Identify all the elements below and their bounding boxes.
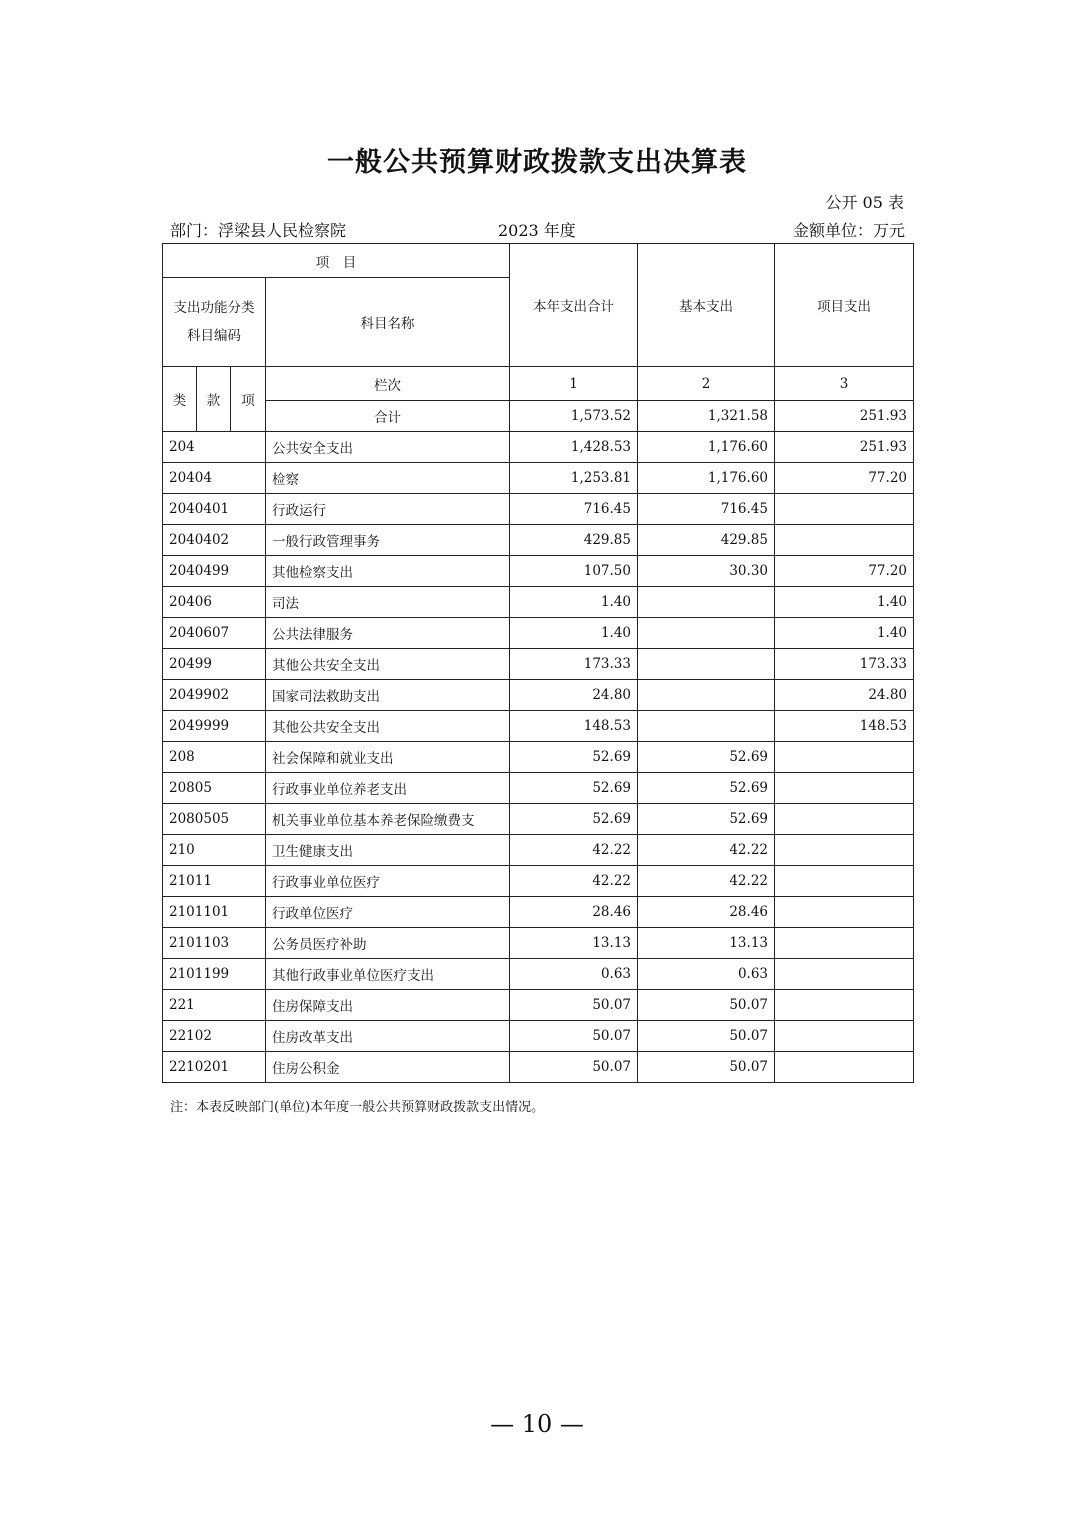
row-subject-name: 社会保障和就业支出	[266, 742, 510, 773]
row-subject-name: 行政事业单位医疗	[266, 866, 510, 897]
row-basic: 50.07	[638, 1021, 775, 1052]
row-subject-name: 住房改革支出	[266, 1021, 510, 1052]
row-total: 50.07	[510, 1021, 638, 1052]
row-subject-name: 住房保障支出	[266, 990, 510, 1021]
row-subject-name: 司法	[266, 587, 510, 618]
row-total: 716.45	[510, 494, 638, 525]
col-number-2: 2	[638, 367, 775, 401]
row-basic: 0.63	[638, 959, 775, 990]
row-project: 77.20	[775, 463, 914, 494]
row-project: 77.20	[775, 556, 914, 587]
page-number: — 10 —	[490, 1410, 584, 1438]
table-row	[163, 649, 914, 680]
row-project	[775, 897, 914, 928]
table-row	[163, 959, 914, 990]
row-total: 42.22	[510, 866, 638, 897]
row-subject-name: 公共法律服务	[266, 618, 510, 649]
row-code: 221	[163, 990, 266, 1021]
row-total: 13.13	[510, 928, 638, 959]
row-basic	[638, 618, 775, 649]
row-code: 2040401	[163, 494, 266, 525]
row-total: 107.50	[510, 556, 638, 587]
table-row	[163, 680, 914, 711]
row-code: 204	[163, 432, 266, 463]
row-total: 52.69	[510, 804, 638, 835]
row-code: 210	[163, 835, 266, 866]
table-row	[163, 587, 914, 618]
row-project: 148.53	[775, 711, 914, 742]
row-code: 2210201	[163, 1052, 266, 1083]
row-basic	[638, 649, 775, 680]
row-basic: 42.22	[638, 866, 775, 897]
table-row	[163, 618, 914, 649]
row-basic	[638, 711, 775, 742]
total-project: 251.93	[775, 401, 914, 432]
header-xiang: 项	[231, 367, 266, 432]
table-row	[163, 494, 914, 525]
row-project	[775, 804, 914, 835]
row-code: 2040499	[163, 556, 266, 587]
table-row	[163, 773, 914, 804]
table-row	[163, 804, 914, 835]
row-basic: 52.69	[638, 773, 775, 804]
header-col-total: 本年支出合计	[510, 244, 638, 367]
row-basic	[638, 587, 775, 618]
row-total: 28.46	[510, 897, 638, 928]
row-project: 1.40	[775, 618, 914, 649]
expenditure-table	[162, 243, 914, 1083]
row-project	[775, 742, 914, 773]
row-code: 2049902	[163, 680, 266, 711]
row-basic: 28.46	[638, 897, 775, 928]
row-code: 20499	[163, 649, 266, 680]
row-project	[775, 990, 914, 1021]
row-project: 251.93	[775, 432, 914, 463]
table-note: 注：本表反映部门(单位)本年度一般公共预算财政拨款支出情况。	[170, 1100, 545, 1115]
row-subject-name: 其他公共安全支出	[266, 711, 510, 742]
row-subject-name: 公务员医疗补助	[266, 928, 510, 959]
row-code: 2040402	[163, 525, 266, 556]
table-row	[163, 1021, 914, 1052]
row-total: 1.40	[510, 587, 638, 618]
col-number-1: 1	[510, 367, 638, 401]
row-code: 2080505	[163, 804, 266, 835]
row-basic: 1,176.60	[638, 463, 775, 494]
row-subject-name: 一般行政管理事务	[266, 525, 510, 556]
row-project	[775, 1052, 914, 1083]
total-basic: 1,321.58	[638, 401, 775, 432]
row-subject-name: 检察	[266, 463, 510, 494]
row-total: 148.53	[510, 711, 638, 742]
row-code: 20805	[163, 773, 266, 804]
row-subject-name: 其他公共安全支出	[266, 649, 510, 680]
row-total: 52.69	[510, 742, 638, 773]
header-lanci: 栏次	[266, 367, 510, 401]
row-basic: 42.22	[638, 835, 775, 866]
department-label: 部门：浮梁县人民检察院	[170, 221, 347, 240]
row-basic: 30.30	[638, 556, 775, 587]
page-title: 一般公共预算财政拨款支出决算表	[327, 147, 747, 178]
col-number-3: 3	[775, 367, 914, 401]
header-lei: 类	[163, 367, 197, 432]
row-subject-name: 机关事业单位基本养老保险缴费支	[266, 804, 510, 835]
table-row	[163, 742, 914, 773]
amount-unit: 金额单位：万元	[792, 221, 905, 240]
row-project	[775, 959, 914, 990]
row-subject-name: 卫生健康支出	[266, 835, 510, 866]
row-total: 24.80	[510, 680, 638, 711]
row-total: 1,428.53	[510, 432, 638, 463]
row-project	[775, 1021, 914, 1052]
row-code: 208	[163, 742, 266, 773]
fiscal-year: 2023 年度	[498, 221, 576, 240]
table-row	[163, 1052, 914, 1083]
row-project	[775, 773, 914, 804]
row-total: 50.07	[510, 990, 638, 1021]
row-code: 2101103	[163, 928, 266, 959]
total-amount: 1,573.52	[510, 401, 638, 432]
table-row	[163, 525, 914, 556]
row-basic: 429.85	[638, 525, 775, 556]
row-subject-name: 其他检察支出	[266, 556, 510, 587]
row-code: 20404	[163, 463, 266, 494]
header-code-line1: 支出功能分类	[173, 300, 255, 316]
row-total: 1.40	[510, 618, 638, 649]
row-code: 21011	[163, 866, 266, 897]
row-basic: 50.07	[638, 990, 775, 1021]
row-code: 2101101	[163, 897, 266, 928]
header-function-code	[163, 278, 266, 367]
row-code: 20406	[163, 587, 266, 618]
table-row	[163, 835, 914, 866]
table-row	[163, 711, 914, 742]
row-project: 173.33	[775, 649, 914, 680]
row-total: 42.22	[510, 835, 638, 866]
row-subject-name: 国家司法救助支出	[266, 680, 510, 711]
table-row	[163, 556, 914, 587]
table-row	[163, 990, 914, 1021]
meta-line	[170, 218, 905, 240]
row-project: 1.40	[775, 587, 914, 618]
row-subject-name: 公共安全支出	[266, 432, 510, 463]
table-row	[163, 463, 914, 494]
row-basic: 50.07	[638, 1052, 775, 1083]
row-subject-name: 行政运行	[266, 494, 510, 525]
row-project	[775, 494, 914, 525]
row-subject-name: 行政单位医疗	[266, 897, 510, 928]
header-subject-name: 科目名称	[266, 278, 510, 367]
header-kuan: 款	[197, 367, 231, 432]
row-subject-name: 住房公积金	[266, 1052, 510, 1083]
row-code: 2101199	[163, 959, 266, 990]
row-project	[775, 525, 914, 556]
total-label: 合计	[266, 401, 510, 432]
table-row	[163, 928, 914, 959]
row-basic: 52.69	[638, 742, 775, 773]
row-project	[775, 835, 914, 866]
row-subject-name: 其他行政事业单位医疗支出	[266, 959, 510, 990]
row-total: 1,253.81	[510, 463, 638, 494]
header-col-basic: 基本支出	[638, 244, 775, 367]
table-row	[163, 897, 914, 928]
row-project	[775, 928, 914, 959]
header-item: 项 目	[163, 244, 510, 278]
row-total: 429.85	[510, 525, 638, 556]
row-total: 52.69	[510, 773, 638, 804]
table-row	[163, 866, 914, 897]
form-number: 公开 05 表	[825, 193, 904, 212]
row-total: 173.33	[510, 649, 638, 680]
row-subject-name: 行政事业单位养老支出	[266, 773, 510, 804]
row-project	[775, 866, 914, 897]
row-basic	[638, 680, 775, 711]
row-total: 0.63	[510, 959, 638, 990]
row-basic: 52.69	[638, 804, 775, 835]
row-project: 24.80	[775, 680, 914, 711]
row-code: 22102	[163, 1021, 266, 1052]
row-basic: 1,176.60	[638, 432, 775, 463]
row-total: 50.07	[510, 1052, 638, 1083]
header-col-project: 项目支出	[775, 244, 914, 367]
table-row	[163, 432, 914, 463]
row-code: 2049999	[163, 711, 266, 742]
row-basic: 716.45	[638, 494, 775, 525]
header-code-line2: 科目编码	[187, 328, 241, 344]
row-basic: 13.13	[638, 928, 775, 959]
row-code: 2040607	[163, 618, 266, 649]
